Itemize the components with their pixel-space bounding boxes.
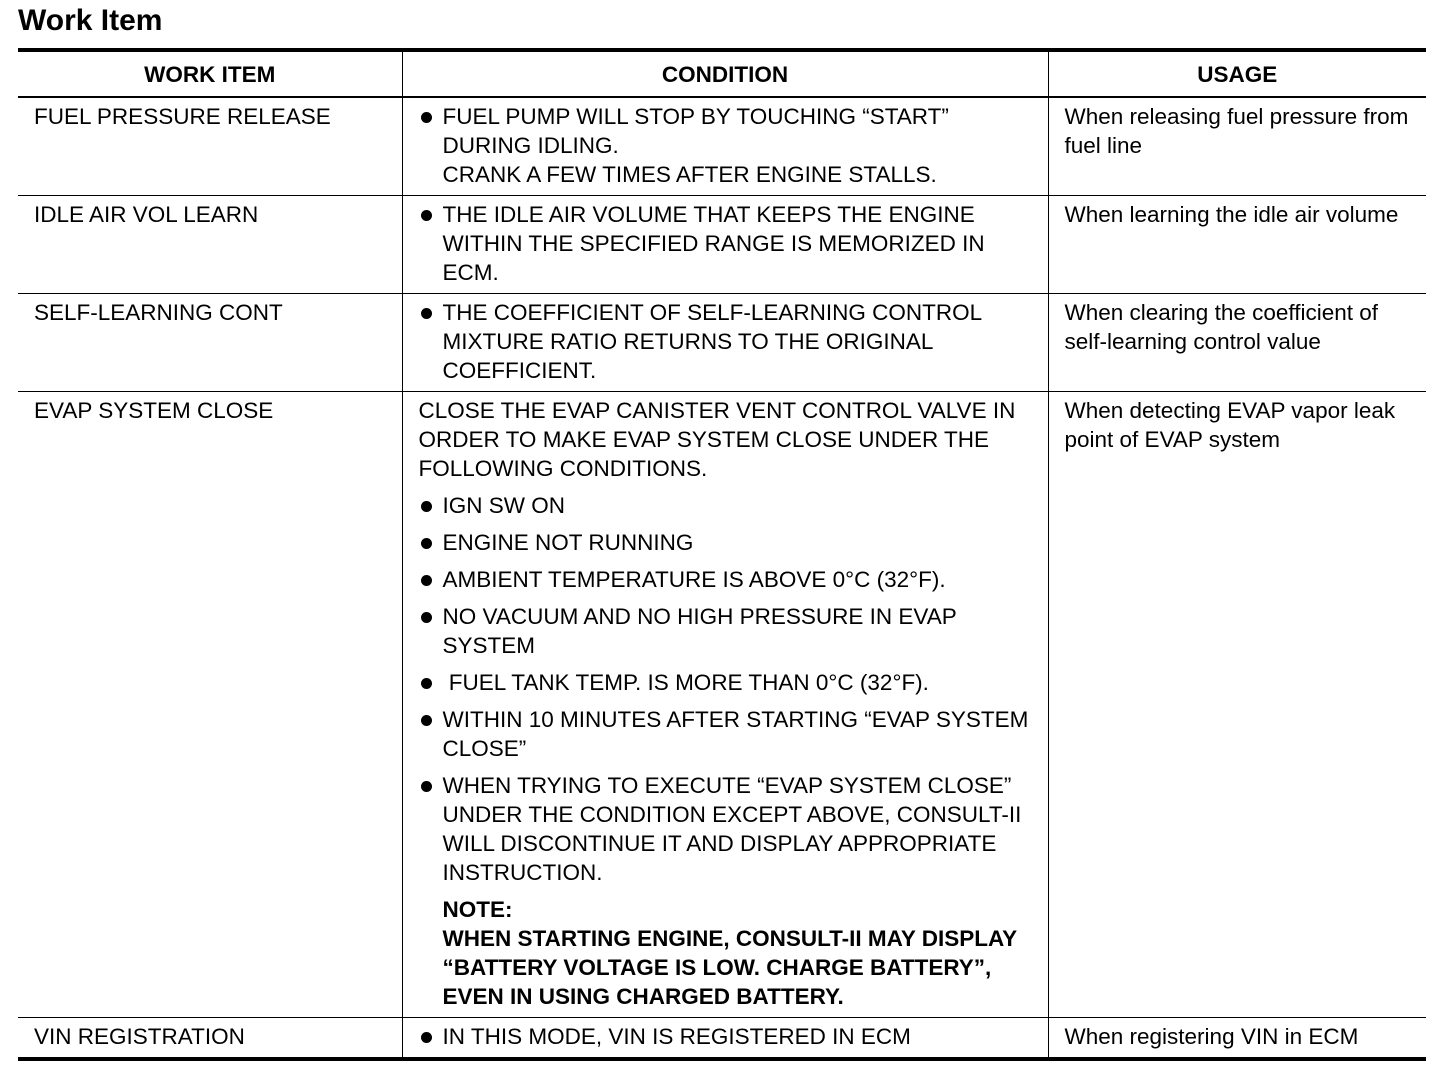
note-text: WHEN STARTING ENGINE, CONSULT-II MAY DISPLAY “BATTERY VOLTAGE IS LOW. CHARGE BATTERY”, EVEN IN USING CHARGED BATTERY. [442, 926, 1017, 1009]
header-work-item: WORK ITEM [18, 50, 402, 97]
condition-bullet-list [419, 200, 1034, 287]
condition-bullet [419, 298, 1034, 385]
condition-bullet [419, 200, 1034, 287]
usage-cell: When detecting EVAP vapor leak point of EVAP system [1048, 392, 1426, 1018]
condition-bullet [419, 528, 1034, 557]
condition-bullet-text: ENGINE NOT RUNNING [442, 530, 694, 555]
condition-bullet [419, 668, 1034, 697]
condition-bullet-list [419, 1022, 1034, 1051]
note-label: NOTE: [442, 897, 513, 922]
work-item-table [18, 48, 1426, 1061]
table-row [18, 294, 1426, 392]
header-usage: USAGE [1048, 50, 1426, 97]
condition-bullet-list [419, 491, 1034, 887]
condition-cell [402, 97, 1048, 196]
work-item-cell: SELF-LEARNING CONT [18, 294, 402, 392]
condition-cell [402, 196, 1048, 294]
condition-bullet-text: FUEL PUMP WILL STOP BY TOUCHING “START” DURING IDLING. CRANK A FEW TIMES AFTER ENGINE STALLS. [442, 104, 949, 187]
header-condition: CONDITION [402, 50, 1048, 97]
condition-bullet-text: IN THIS MODE, VIN IS REGISTERED IN ECM [442, 1024, 911, 1049]
usage-cell: When registering VIN in ECM [1048, 1018, 1426, 1060]
condition-bullet [419, 771, 1034, 887]
condition-bullet [419, 602, 1034, 660]
table-row [18, 1018, 1426, 1060]
condition-bullet-text: IGN SW ON [442, 493, 565, 518]
condition-cell [402, 392, 1048, 1018]
condition-bullet-list [419, 298, 1034, 385]
table-row [18, 97, 1426, 196]
condition-bullet-text: FUEL TANK TEMP. IS MORE THAN 0°C (32°F). [442, 670, 929, 695]
condition-intro: CLOSE THE EVAP CANISTER VENT CONTROL VALVE IN ORDER TO MAKE EVAP SYSTEM CLOSE UNDER THE FOLLOWING CONDITIONS. [418, 398, 1016, 481]
condition-bullet-text: THE IDLE AIR VOLUME THAT KEEPS THE ENGINE WITHIN THE SPECIFIED RANGE IS MEMORIZED IN ECM. [442, 202, 985, 285]
work-item-cell: FUEL PRESSURE RELEASE [18, 97, 402, 196]
condition-bullet-text: THE COEFFICIENT OF SELF-LEARNING CONTROL MIXTURE RATIO RETURNS TO THE ORIGINAL COEFFICIENT. [442, 300, 982, 383]
condition-bullet [419, 565, 1034, 594]
usage-cell: When clearing the coefficient of self-learning control value [1048, 294, 1426, 392]
condition-bullet [419, 1022, 1034, 1051]
table-header-row [18, 50, 1426, 97]
condition-bullet-list [419, 102, 1034, 189]
usage-cell: When releasing fuel pressure from fuel line [1048, 97, 1426, 196]
usage-cell: When learning the idle air volume [1048, 196, 1426, 294]
condition-cell [402, 1018, 1048, 1060]
note-block [443, 895, 1034, 1011]
condition-bullet-text: WHEN TRYING TO EXECUTE “EVAP SYSTEM CLOSE” UNDER THE CONDITION EXCEPT ABOVE, CONSULT-II WILL DISCONTINUE IT AND DISPLAY APPROPRIATE INSTRUCTION. [442, 773, 1022, 885]
work-item-cell: VIN REGISTRATION [18, 1018, 402, 1060]
condition-bullet [419, 705, 1034, 763]
condition-bullet-text: WITHIN 10 MINUTES AFTER STARTING “EVAP SYSTEM CLOSE” [442, 707, 1029, 761]
condition-bullet [419, 102, 1034, 189]
condition-cell [402, 294, 1048, 392]
table-row [18, 196, 1426, 294]
condition-bullet-text: AMBIENT TEMPERATURE IS ABOVE 0°C (32°F). [442, 567, 946, 592]
page-title: Work Item [18, 4, 163, 37]
condition-bullet-text: NO VACUUM AND NO HIGH PRESSURE IN EVAP SYSTEM [442, 604, 957, 658]
work-item-cell: EVAP SYSTEM CLOSE [18, 392, 402, 1018]
condition-bullet [419, 491, 1034, 520]
work-item-cell: IDLE AIR VOL LEARN [18, 196, 402, 294]
table-row [18, 392, 1426, 1018]
